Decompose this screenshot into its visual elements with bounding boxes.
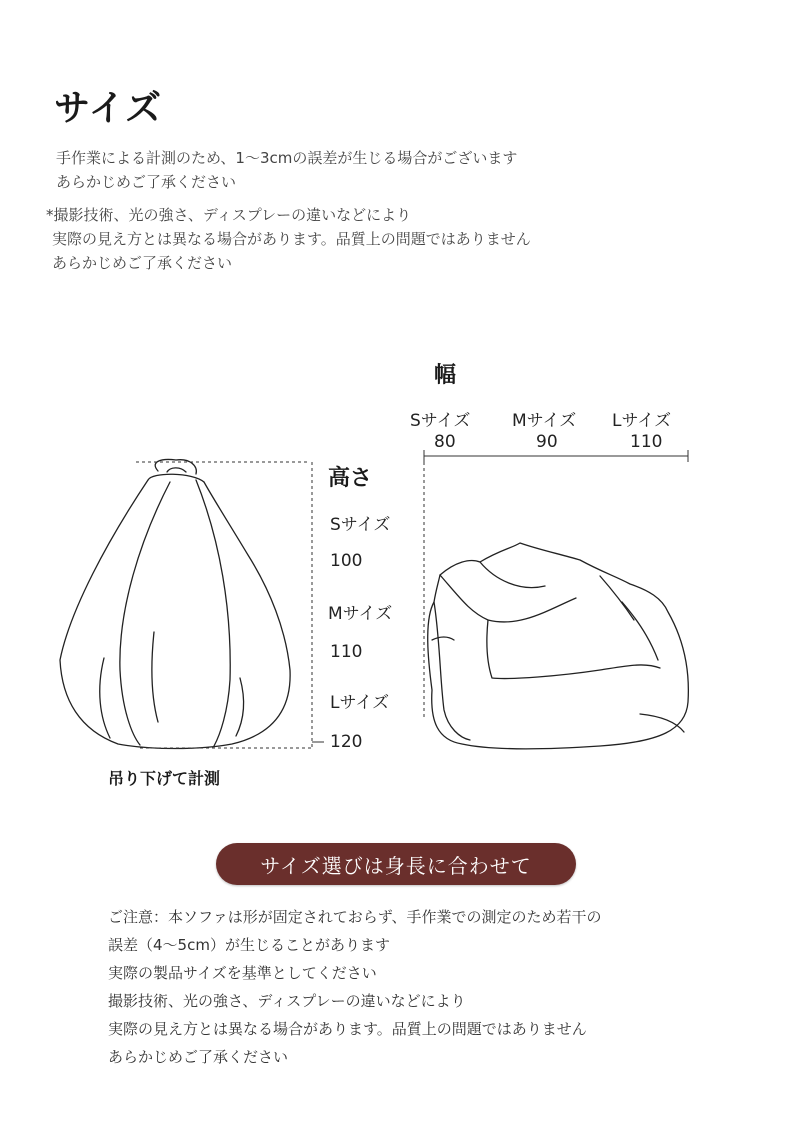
height-value-m: 110	[330, 642, 363, 662]
height-value-l: 120	[330, 732, 363, 752]
beanbag-illustration	[428, 543, 689, 749]
notice-line: あらかじめご了承ください	[108, 1048, 289, 1066]
hanging-bag-illustration	[60, 459, 290, 748]
width-value-m: 90	[536, 432, 558, 452]
page-title: サイズ	[54, 88, 163, 129]
measurement-note	[56, 146, 517, 194]
hanging-caption: 吊り下げて計測	[108, 769, 221, 788]
note-line: 実際の見え方とは異なる場合があります。品質上の問題ではありません	[52, 230, 531, 248]
note-line: 手作業による計測のため、1～3cmの誤差が生じる場合がございます	[56, 149, 518, 167]
notice-line: 撮影技術、光の強さ、ディスプレーの違いなどにより	[108, 992, 466, 1010]
note-line: あらかじめご了承ください	[52, 254, 233, 272]
height-size-m: Mサイズ	[328, 604, 393, 624]
note-line: あらかじめご了承ください	[56, 173, 237, 191]
notice-line: 誤差（4～5cm）が生じることがあります	[108, 936, 390, 954]
height-size-s: Sサイズ	[330, 515, 391, 535]
display-note	[46, 203, 531, 275]
notice-block	[108, 903, 602, 1071]
width-size-s: Sサイズ	[410, 411, 471, 431]
width-size-l: Lサイズ	[612, 411, 672, 431]
width-size-m: Mサイズ	[512, 411, 577, 431]
height-label: 高さ	[328, 466, 373, 491]
width-value-l: 110	[630, 432, 663, 452]
height-size-l: Lサイズ	[330, 693, 390, 713]
notice-line: 実際の製品サイズを基準としてください	[108, 964, 377, 982]
height-dimension	[136, 462, 314, 748]
notice-line: ご注意：本ソファは形が固定されておらず、手作業での測定のため若干の	[108, 908, 602, 926]
size-diagram	[0, 340, 790, 820]
width-dimension	[424, 450, 688, 720]
note-line: *撮影技術、光の強さ、ディスプレーの違いなどにより	[46, 206, 412, 224]
notice-line: 実際の見え方とは異なる場合があります。品質上の問題ではありません	[108, 1020, 587, 1038]
height-value-s: 100	[330, 551, 363, 571]
size-advice-banner: サイズ選びは身長に合わせて	[216, 843, 576, 885]
width-label: 幅	[434, 363, 457, 388]
width-value-s: 80	[434, 432, 456, 452]
